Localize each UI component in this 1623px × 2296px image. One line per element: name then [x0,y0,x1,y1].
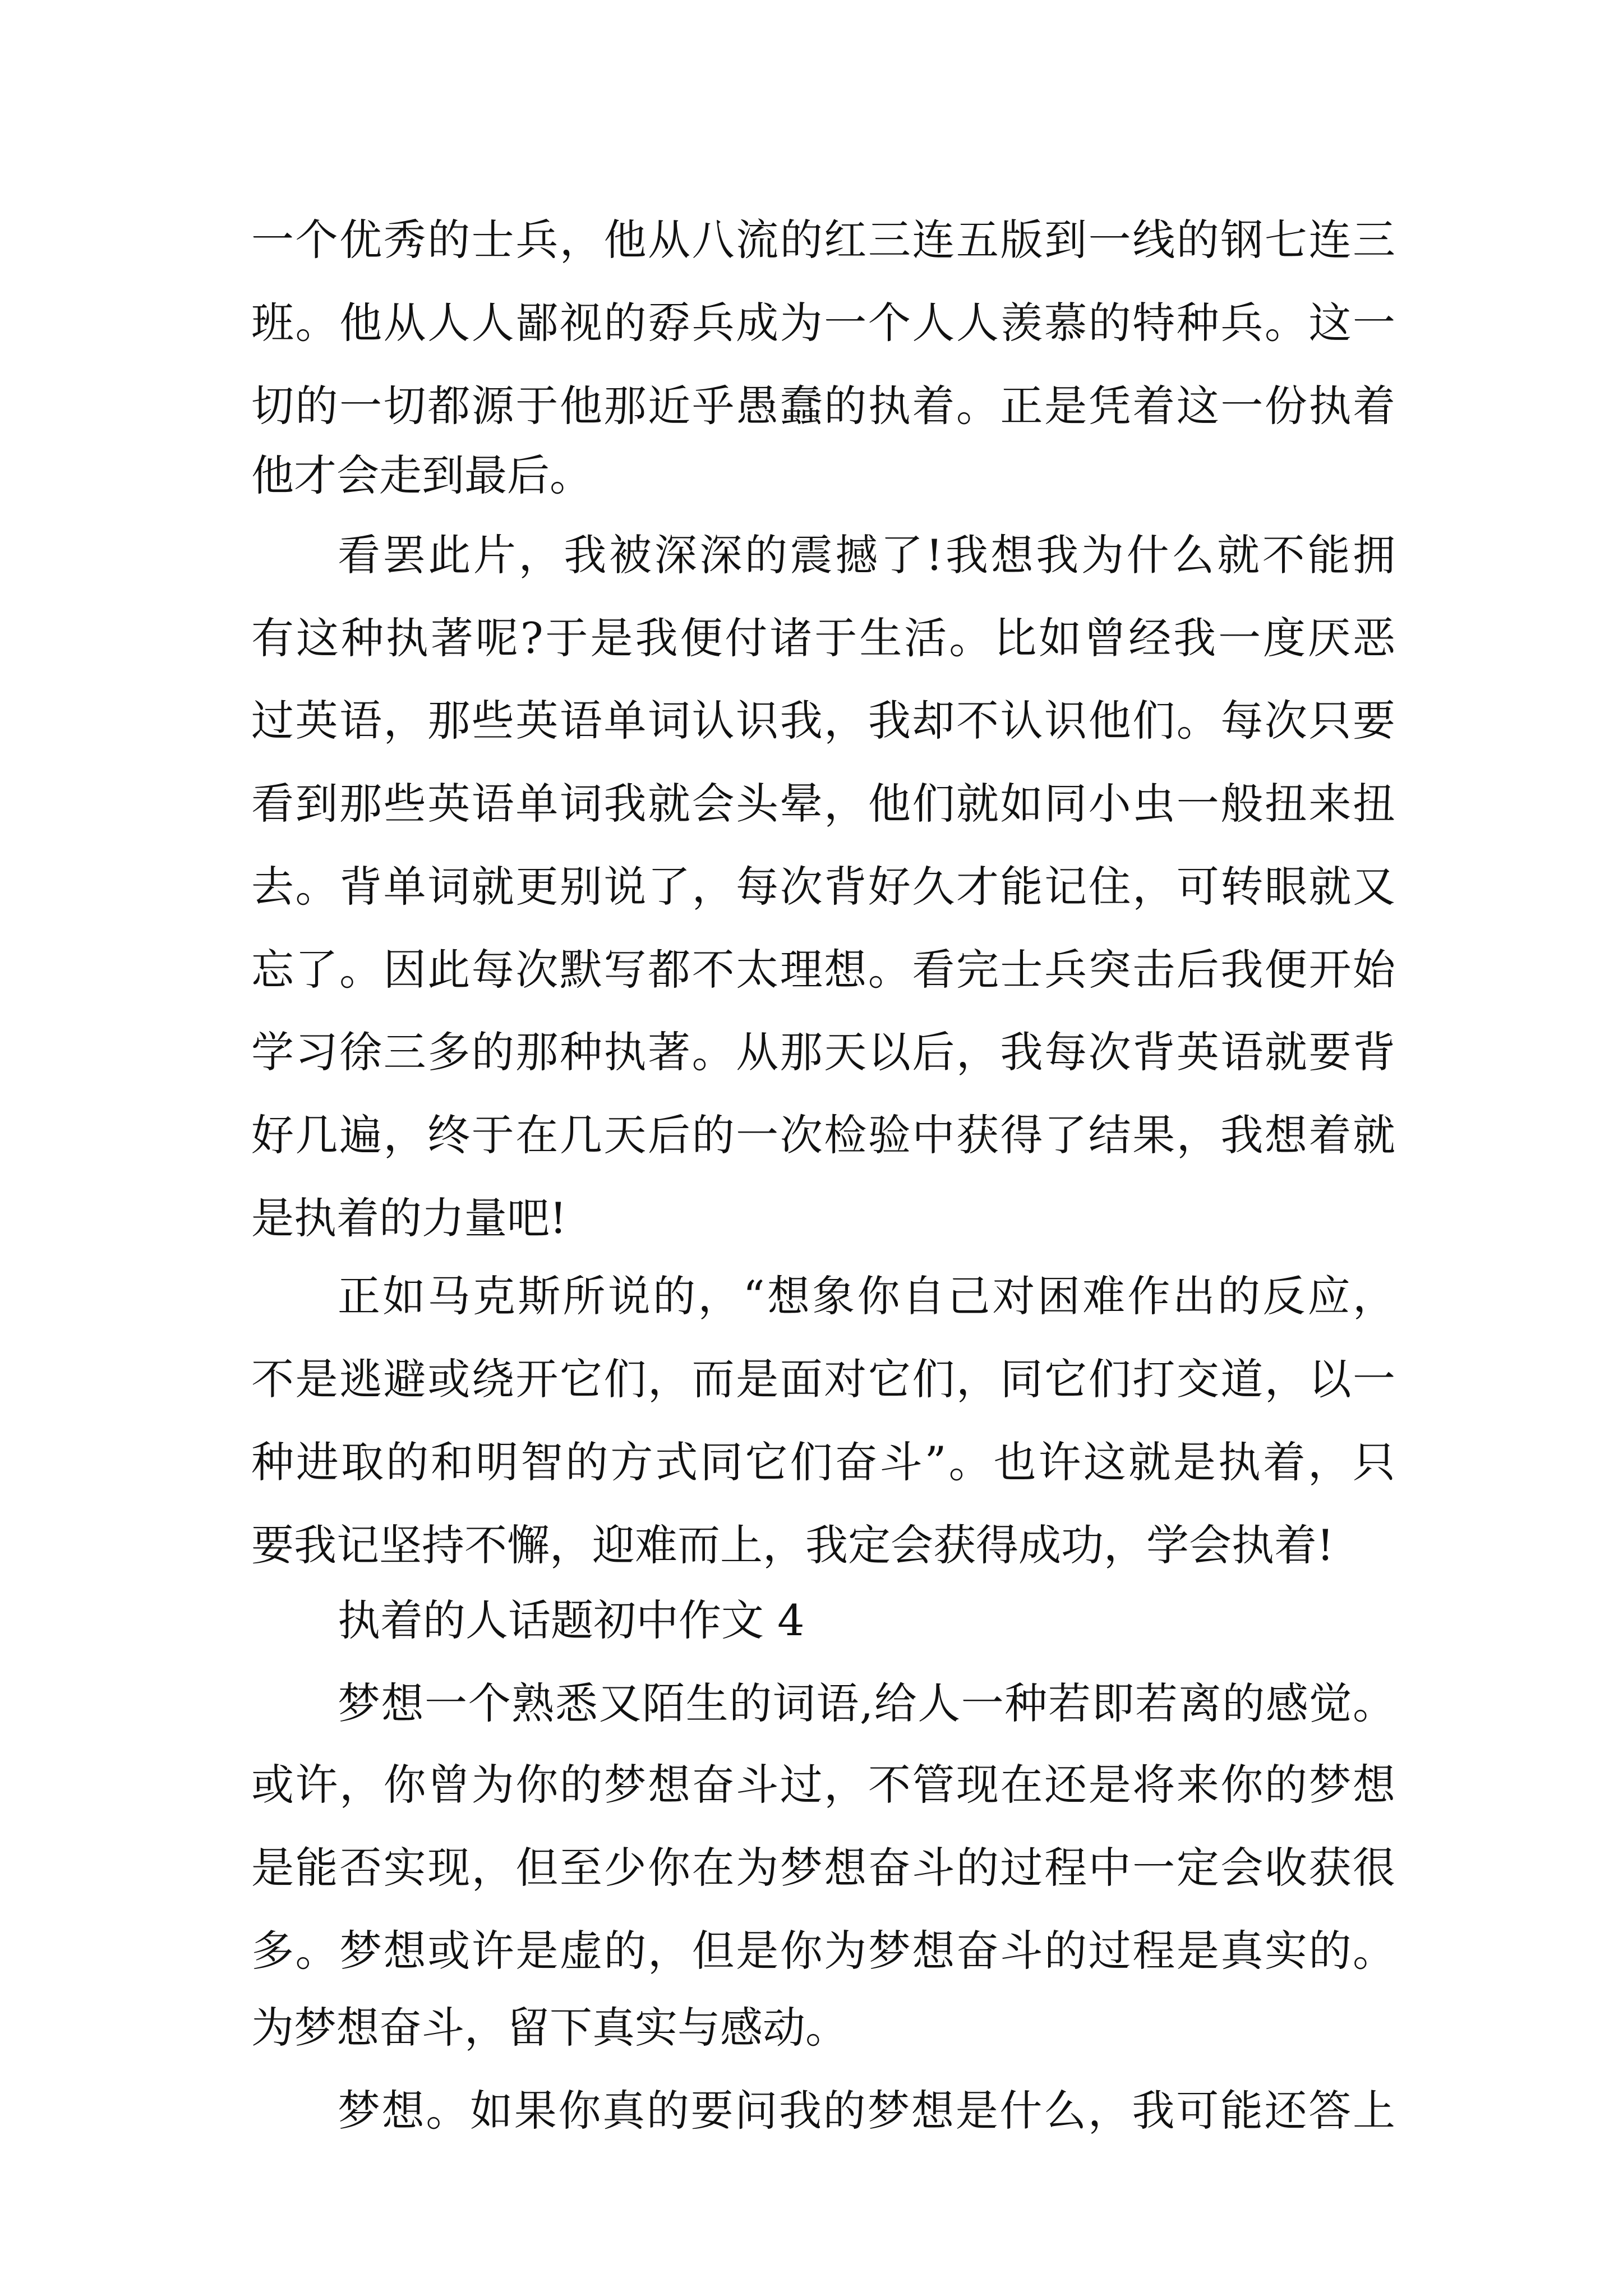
text-line: 他才会走到最后。 [251,450,592,500]
paragraph-first-line: 梦想。如果你真的要问我的梦想是什么，我可能还答上 [338,2086,1395,2136]
text-line: 为梦想奋斗，留下真实与感动。 [251,2003,848,2053]
text-line: 去。背单词就更别说了，每次背好久才能记住，可转眼就又 [251,862,1395,912]
paragraph-first-line: 看罢此片，我被深深的震撼了!我想我为什么就不能拥 [338,530,1395,580]
text-line: 学习徐三多的那种执著。从那天以后，我每次背英语就要背 [251,1027,1395,1077]
text-line: 有这种执著呢?于是我便付诸于生活。比如曾经我一度厌恶 [251,613,1395,663]
text-line: 是执着的力量吧! [251,1193,567,1243]
text-line: 不是逃避或绕开它们，而是面对它们，同它们打交道，以一 [251,1354,1395,1404]
section-heading: 执着的人话题初中作文 4 [338,1595,805,1645]
text-line: 班。他从人人鄙视的孬兵成为一个人人羡慕的特种兵。这一 [251,298,1395,348]
text-line: 好几遍，终于在几天后的一次检验中获得了结果，我想着就 [251,1110,1395,1160]
text-line: 或许，你曾为你的梦想奋斗过，不管现在还是将来你的梦想 [251,1760,1395,1810]
text-line: 看到那些英语单词我就会头晕，他们就如同小虫一般扭来扭 [251,779,1395,829]
text-line: 忘了。因此每次默写都不太理想。看完士兵突击后我便开始 [251,945,1395,995]
text-line: 种进取的和明智的方式同它们奋斗”。也许这就是执着，只 [251,1437,1395,1487]
text-line: 一个优秀的士兵，他从八流的红三连五版到一线的钢七连三 [251,215,1395,265]
text-line: 过英语，那些英语单词认识我，我却不认识他们。每次只要 [251,696,1395,746]
text-line: 是能否实现，但至少你在为梦想奋斗的过程中一定会收获很 [251,1843,1395,1893]
paragraph-first-line: 正如马克斯所说的，“想象你自己对困难作出的反应， [338,1271,1395,1321]
paragraph-first-line: 梦想一个熟悉又陌生的词语,给人一种若即若离的感觉。 [338,1678,1395,1728]
text-line: 多。梦想或许是虚的，但是你为梦想奋斗的过程是真实的。 [251,1926,1395,1976]
text-line: 切的一切都源于他那近乎愚蠢的执着。正是凭着这一份执着 [251,381,1395,431]
text-line: 要我记坚持不懈，迎难而上，我定会获得成功，学会执着! [251,1520,1334,1570]
